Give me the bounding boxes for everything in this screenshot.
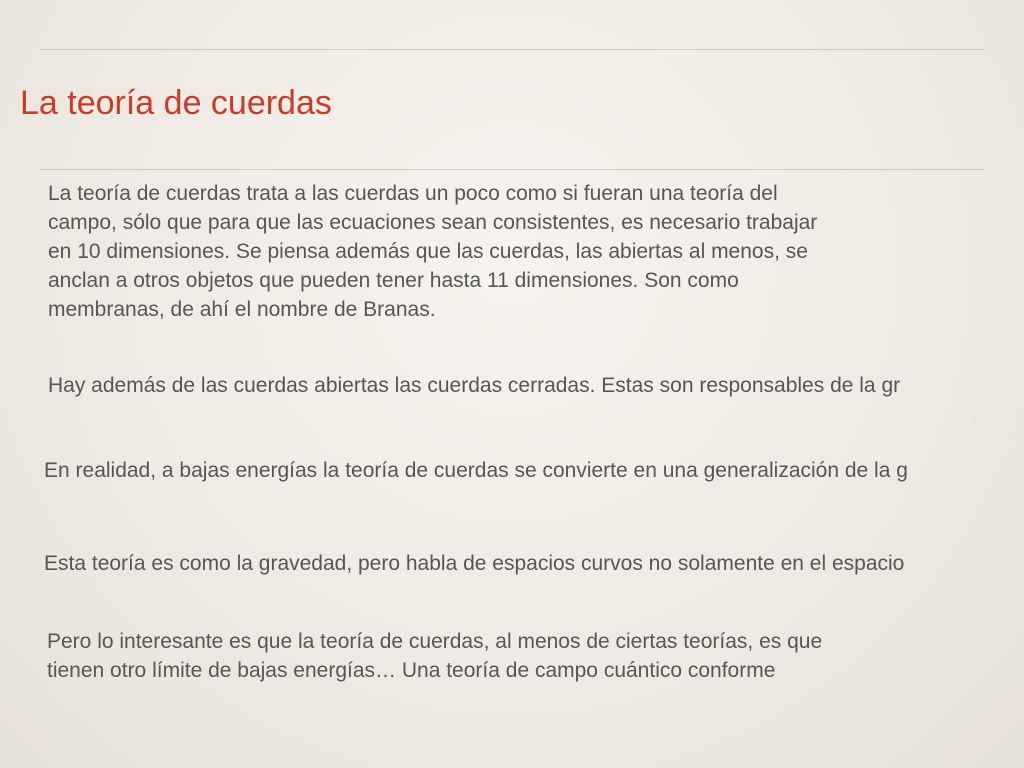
paragraph-line: Pero lo interesante es que la teoría de cuerdas, al menos de ciertas teorías, es que bbox=[47, 630, 823, 653]
paragraph-low-energy bbox=[44, 456, 908, 485]
title-divider bbox=[40, 169, 985, 170]
paragraph-line: membranas, de ahí el nombre de Branas. bbox=[48, 298, 436, 321]
slide-title: La teoría de cuerdas bbox=[20, 84, 332, 122]
paragraph-closed-strings bbox=[48, 371, 900, 400]
paragraph-line: La teoría de cuerdas trata a las cuerdas un poco como si fueran una teoría del bbox=[48, 182, 778, 205]
top-divider bbox=[40, 49, 985, 50]
paragraph-gravity bbox=[44, 549, 904, 578]
paragraph-line: en 10 dimensiones. Se piensa además que las cuerdas, las abiertas al menos, se bbox=[48, 240, 808, 263]
paragraph-line: En realidad, a bajas energías la teoría de cuerdas se convierte en una generalización de la g bbox=[44, 459, 908, 482]
paragraph-line: Esta teoría es como la gravedad, pero habla de espacios curvos no solamente en el espacio bbox=[44, 552, 905, 575]
paragraph-line: Hay además de las cuerdas abiertas las cuerdas cerradas. Estas son responsables de la gr bbox=[48, 374, 901, 397]
paragraph-line: campo, sólo que para que las ecuaciones sean consistentes, es necesario trabajar bbox=[48, 211, 818, 234]
paragraph-line: tienen otro límite de bajas energías… Una teoría de campo cuántico conforme bbox=[47, 659, 776, 682]
paragraph-conformal bbox=[47, 627, 822, 685]
paragraph-line: anclan a otros objetos que pueden tener hasta 11 dimensiones. Son como bbox=[48, 269, 739, 292]
paragraph-branas bbox=[48, 179, 817, 324]
